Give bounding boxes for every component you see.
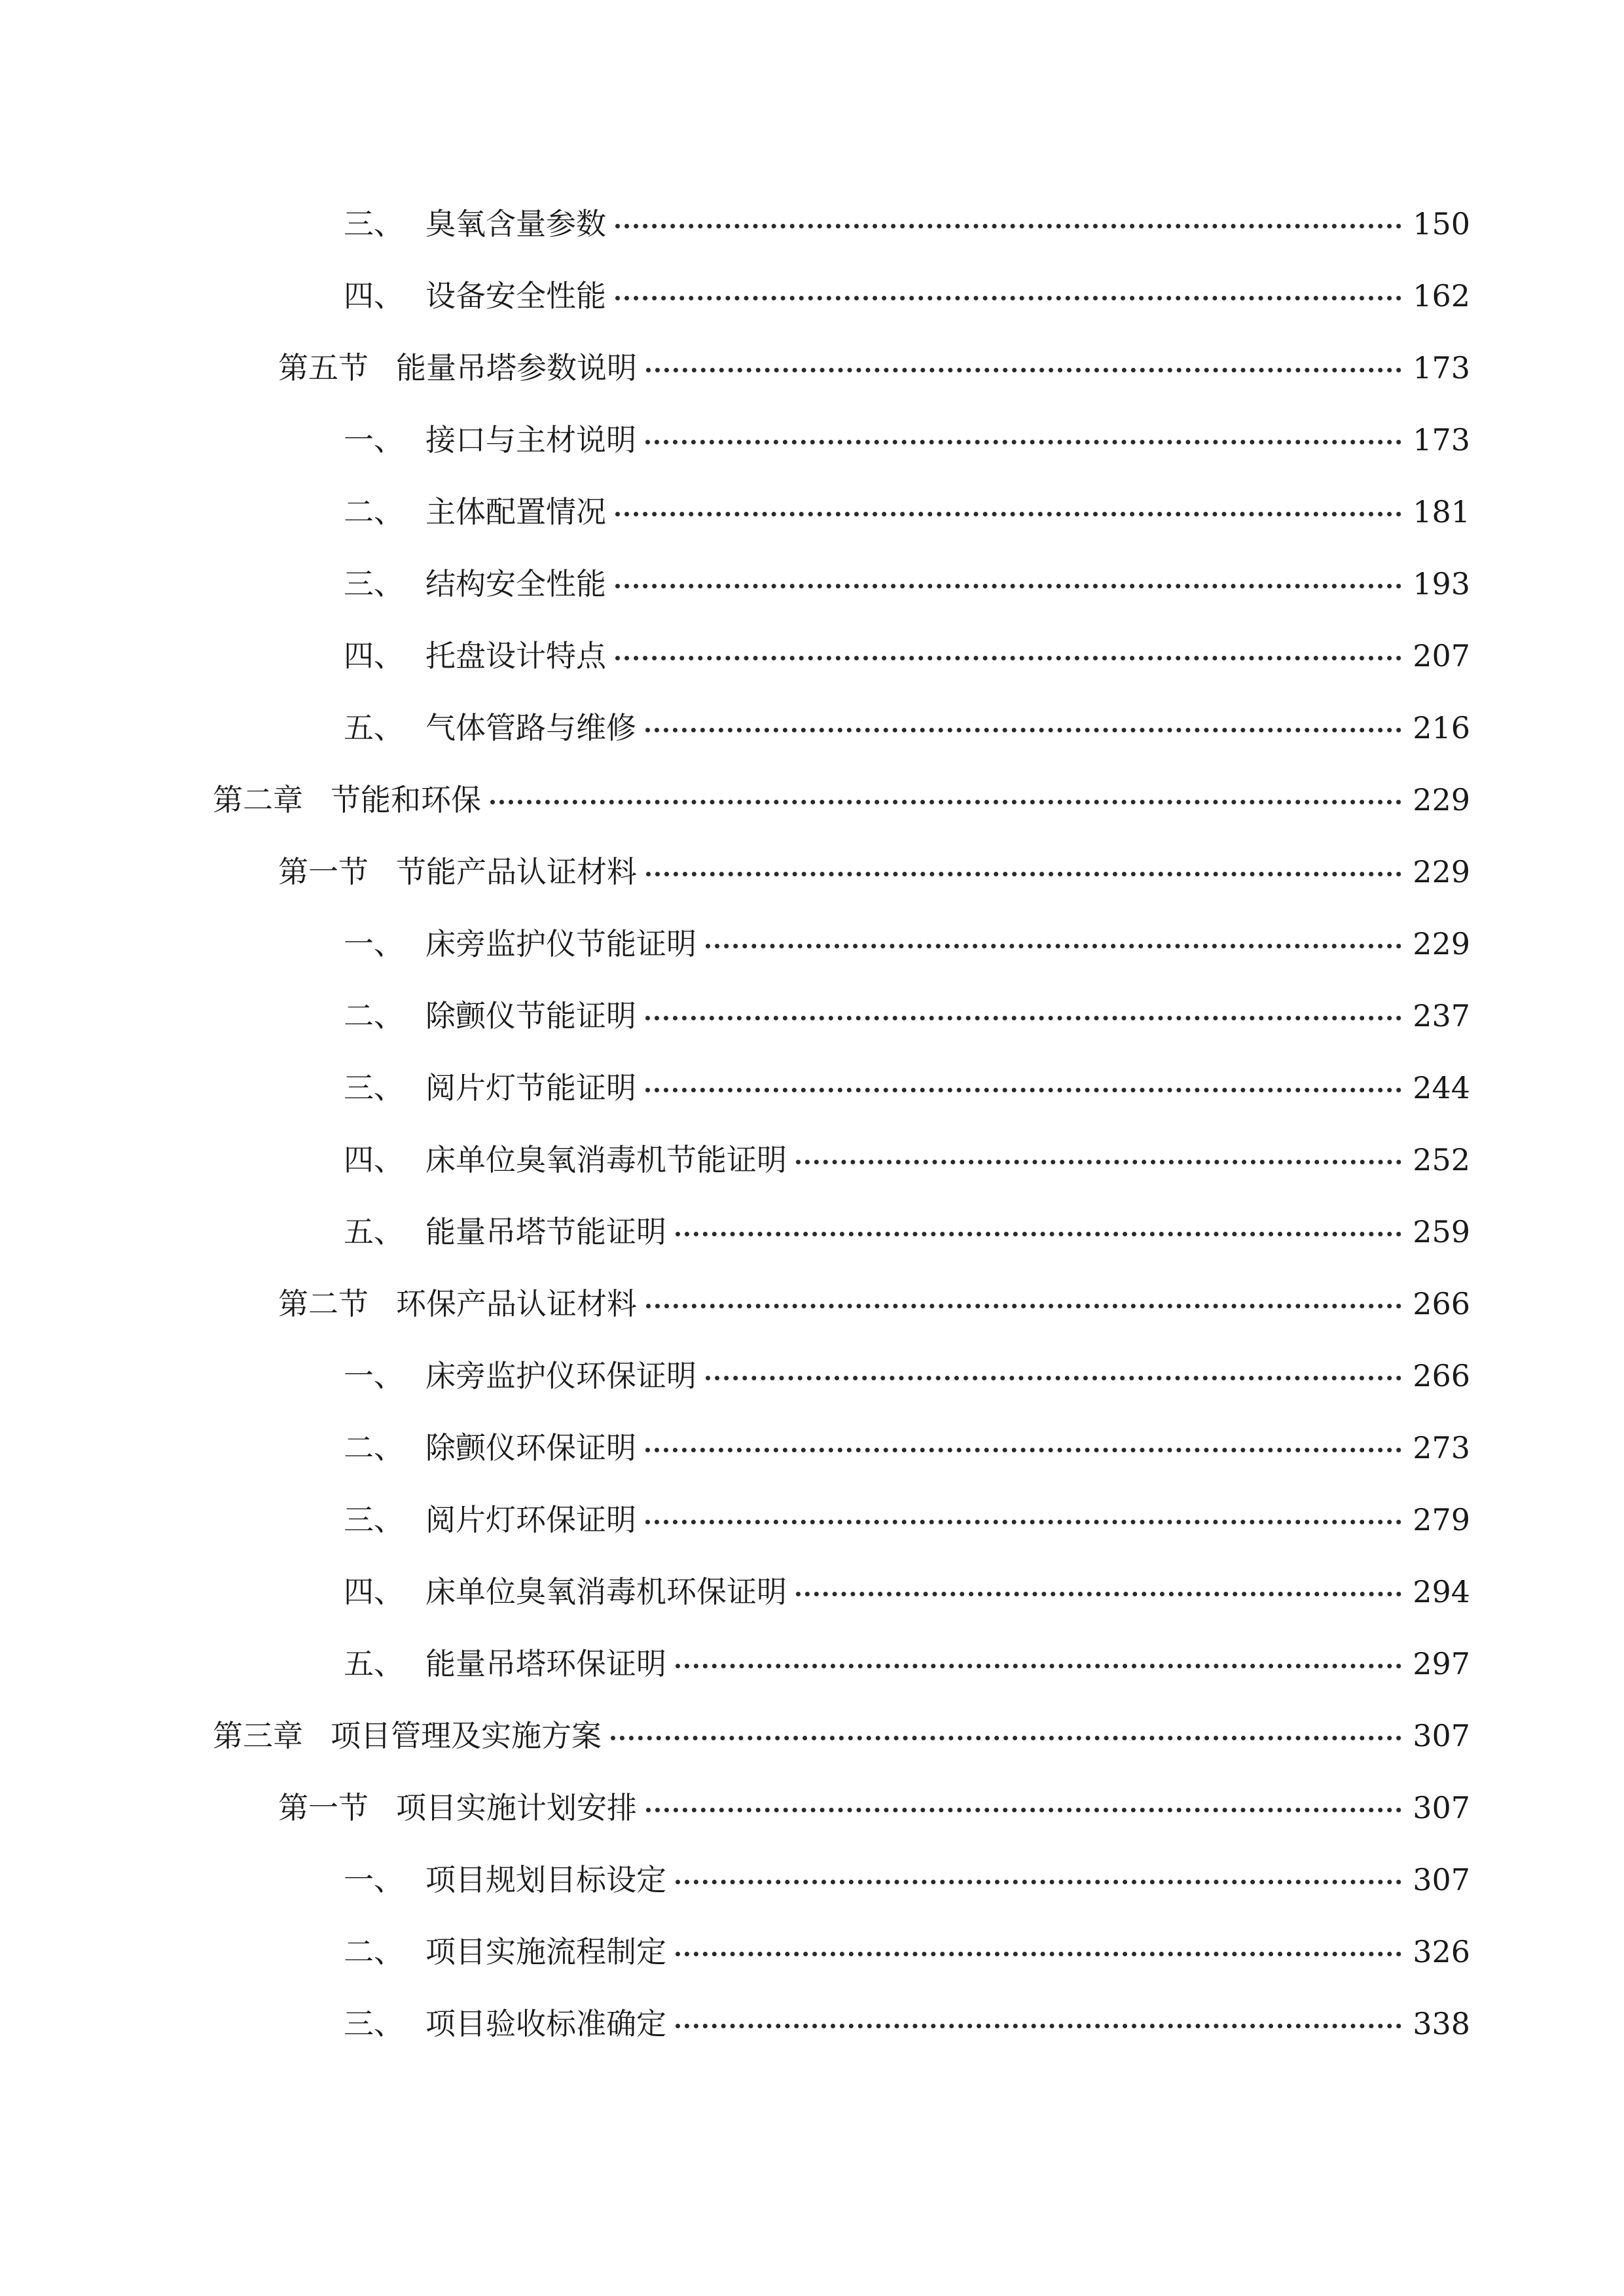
toc-entry-page-number: 273 xyxy=(1413,1430,1470,1465)
toc-entry-number: 四、 xyxy=(344,278,404,314)
toc-entry[interactable] xyxy=(0,1486,1624,1558)
toc-entry-number: 第一节 xyxy=(278,854,369,889)
dot-leader xyxy=(676,1664,1401,1668)
toc-entry-text xyxy=(213,780,481,819)
toc-entry-page-number: 173 xyxy=(1413,422,1470,457)
toc-entry-text xyxy=(344,492,606,531)
dot-leader xyxy=(646,368,1401,372)
toc-entry[interactable] xyxy=(0,1198,1624,1270)
dot-leader xyxy=(796,1160,1401,1164)
toc-entry-title: 结构安全性能 xyxy=(425,566,606,601)
toc-entry-text xyxy=(344,1428,636,1467)
toc-entry-text xyxy=(344,1860,666,1899)
toc-entry-page-number: 229 xyxy=(1413,782,1470,817)
toc-entry[interactable] xyxy=(0,1342,1624,1414)
dot-leader xyxy=(676,1952,1401,1956)
toc-entry-text xyxy=(344,924,696,963)
toc-entry-title: 能量吊塔节能证明 xyxy=(425,1214,666,1249)
dot-leader xyxy=(676,2024,1401,2028)
toc-entry-text xyxy=(344,1356,696,1395)
toc-entry-number: 一、 xyxy=(344,422,404,457)
toc-entry[interactable] xyxy=(0,550,1624,622)
toc-entry-text xyxy=(344,420,636,459)
toc-entry-title: 气体管路与维修 xyxy=(425,710,636,745)
dot-leader xyxy=(706,1376,1401,1380)
toc-entry-title: 环保产品认证材料 xyxy=(396,1286,637,1321)
toc-entry-page-number: 326 xyxy=(1413,1934,1470,1969)
dot-leader xyxy=(645,1088,1401,1092)
toc-entry[interactable] xyxy=(0,1558,1624,1630)
toc-entry-number: 一、 xyxy=(344,1358,404,1393)
toc-entry-page-number: 307 xyxy=(1413,1718,1470,1753)
toc-entry-title: 节能产品认证材料 xyxy=(396,854,637,889)
dot-leader xyxy=(615,512,1401,516)
toc-entry-number: 二、 xyxy=(344,1934,404,1969)
dot-leader xyxy=(645,1016,1401,1020)
toc-entry-text xyxy=(344,276,606,315)
toc-entry-text xyxy=(344,1500,636,1539)
toc-entry-page-number: 173 xyxy=(1413,350,1470,386)
toc-entry-text xyxy=(344,1140,787,1179)
dot-leader xyxy=(676,1880,1401,1884)
toc-entry-number: 二、 xyxy=(344,1430,404,1465)
toc-entry-title: 项目管理及实施方案 xyxy=(331,1718,602,1753)
toc-entry-title: 能量吊塔参数说明 xyxy=(396,350,637,386)
toc-entry-page-number: 266 xyxy=(1413,1358,1470,1393)
toc-entry-page-number: 252 xyxy=(1413,1142,1470,1177)
toc-entry-title: 项目验收标准确定 xyxy=(425,2006,666,2041)
toc-entry-text xyxy=(344,1212,666,1251)
toc-entry-page-number: 338 xyxy=(1413,2006,1470,2041)
toc-entry-text xyxy=(278,1788,637,1827)
toc-entry-number: 四、 xyxy=(344,1142,404,1177)
toc-entry[interactable] xyxy=(0,1846,1624,1918)
toc-entry-page-number: 294 xyxy=(1413,1574,1470,1609)
toc-entry-number: 一、 xyxy=(344,926,404,961)
toc-entry[interactable] xyxy=(0,1054,1624,1126)
toc-entry[interactable] xyxy=(0,1630,1624,1702)
toc-entry-number: 五、 xyxy=(344,1646,404,1681)
toc-entry[interactable] xyxy=(0,190,1624,262)
dot-leader xyxy=(615,656,1401,660)
dot-leader xyxy=(646,1808,1401,1812)
toc-entry[interactable] xyxy=(0,1702,1624,1774)
toc-entry-number: 第二节 xyxy=(278,1286,369,1321)
toc-entry-page-number: 207 xyxy=(1413,638,1470,673)
dot-leader xyxy=(706,944,1401,948)
toc-entry-title: 床旁监护仪环保证明 xyxy=(425,1358,696,1393)
toc-entry-text xyxy=(344,204,606,243)
toc-entry-title: 节能和环保 xyxy=(331,782,481,817)
toc-entry-page-number: 162 xyxy=(1413,278,1470,314)
toc-entry-text xyxy=(278,348,637,387)
dot-leader xyxy=(615,584,1401,588)
toc-entry-number: 二、 xyxy=(344,494,404,529)
dot-leader xyxy=(611,1736,1401,1740)
toc-entry[interactable] xyxy=(0,838,1624,910)
dot-leader xyxy=(645,440,1401,444)
toc-entry-text xyxy=(344,636,606,675)
toc-entry-number: 五、 xyxy=(344,710,404,745)
toc-entry-number: 五、 xyxy=(344,1214,404,1249)
toc-entry[interactable] xyxy=(0,1918,1624,1990)
toc-entry-number: 三、 xyxy=(344,1502,404,1537)
toc-entry-page-number: 229 xyxy=(1413,926,1470,961)
toc-entry-number: 四、 xyxy=(344,1574,404,1609)
toc-entry[interactable] xyxy=(0,1990,1624,2062)
toc-entry-number: 二、 xyxy=(344,998,404,1033)
toc-entry-title: 除颤仪节能证明 xyxy=(425,998,636,1033)
toc-entry-page-number: 307 xyxy=(1413,1862,1470,1897)
toc-entry-page-number: 150 xyxy=(1413,206,1470,242)
dot-leader xyxy=(646,872,1401,876)
toc-entry[interactable] xyxy=(0,1270,1624,1342)
toc-entry[interactable] xyxy=(0,406,1624,478)
toc-entry-text xyxy=(344,564,606,603)
toc-entry-title: 床旁监护仪节能证明 xyxy=(425,926,696,961)
dot-leader xyxy=(490,800,1401,804)
toc-entry[interactable] xyxy=(0,478,1624,550)
toc-entry[interactable] xyxy=(0,1126,1624,1198)
toc-entry-title: 项目实施计划安排 xyxy=(396,1790,637,1825)
toc-entry-number: 第三章 xyxy=(213,1718,303,1753)
toc-entry-number: 一、 xyxy=(344,1862,404,1897)
toc-entry[interactable] xyxy=(0,1414,1624,1486)
dot-leader xyxy=(645,1520,1401,1524)
toc-entry-title: 能量吊塔环保证明 xyxy=(425,1646,666,1681)
dot-leader xyxy=(645,728,1401,732)
dot-leader xyxy=(615,224,1401,228)
toc-entry-page-number: 297 xyxy=(1413,1646,1470,1681)
toc-entry-number: 第一节 xyxy=(278,1790,369,1825)
table-of-contents xyxy=(0,190,1624,2062)
toc-entry-page-number: 193 xyxy=(1413,566,1470,601)
toc-entry-page-number: 259 xyxy=(1413,1214,1470,1249)
toc-entry-text xyxy=(344,2004,666,2043)
toc-entry-page-number: 181 xyxy=(1413,494,1470,529)
toc-entry-number: 三、 xyxy=(344,566,404,601)
dot-leader xyxy=(646,1304,1401,1308)
toc-entry-title: 主体配置情况 xyxy=(425,494,606,529)
toc-entry-title: 床单位臭氧消毒机环保证明 xyxy=(425,1574,787,1609)
toc-entry-page-number: 237 xyxy=(1413,998,1470,1033)
toc-entry-number: 三、 xyxy=(344,1070,404,1105)
dot-leader xyxy=(676,1232,1401,1236)
toc-entry[interactable] xyxy=(0,622,1624,694)
dot-leader xyxy=(615,296,1401,300)
toc-entry-title: 托盘设计特点 xyxy=(425,638,606,673)
toc-entry-text xyxy=(278,852,637,891)
toc-entry-page-number: 307 xyxy=(1413,1790,1470,1825)
toc-entry-text xyxy=(344,1644,666,1683)
toc-entry[interactable] xyxy=(0,334,1624,406)
toc-entry[interactable] xyxy=(0,910,1624,982)
toc-entry-title: 床单位臭氧消毒机节能证明 xyxy=(425,1142,787,1177)
toc-entry-title: 阅片灯节能证明 xyxy=(425,1070,636,1105)
toc-entry-text xyxy=(344,708,636,747)
toc-entry-title: 臭氧含量参数 xyxy=(425,206,606,242)
toc-entry-text xyxy=(278,1284,637,1323)
dot-leader xyxy=(796,1592,1401,1596)
toc-entry-number: 第五节 xyxy=(278,350,369,386)
toc-entry[interactable] xyxy=(0,694,1624,766)
toc-entry-title: 项目规划目标设定 xyxy=(425,1862,666,1897)
toc-entry-title: 除颤仪环保证明 xyxy=(425,1430,636,1465)
toc-entry-text xyxy=(344,1932,666,1971)
toc-entry-page-number: 216 xyxy=(1413,710,1470,745)
toc-entry[interactable] xyxy=(0,1774,1624,1846)
toc-entry-text xyxy=(344,1572,787,1611)
toc-entry-title: 项目实施流程制定 xyxy=(425,1934,666,1969)
toc-entry[interactable] xyxy=(0,766,1624,838)
toc-entry-page-number: 244 xyxy=(1413,1070,1470,1105)
toc-entry[interactable] xyxy=(0,982,1624,1054)
toc-entry-page-number: 279 xyxy=(1413,1502,1470,1537)
toc-entry[interactable] xyxy=(0,262,1624,334)
toc-entry-title: 阅片灯环保证明 xyxy=(425,1502,636,1537)
toc-entry-title: 设备安全性能 xyxy=(425,278,606,314)
dot-leader xyxy=(645,1448,1401,1452)
toc-entry-page-number: 266 xyxy=(1413,1286,1470,1321)
toc-entry-number: 三、 xyxy=(344,206,404,242)
toc-entry-text xyxy=(344,996,636,1035)
toc-entry-text xyxy=(213,1716,602,1755)
toc-entry-number: 四、 xyxy=(344,638,404,673)
toc-entry-text xyxy=(344,1068,636,1107)
toc-entry-number: 第二章 xyxy=(213,782,303,817)
toc-entry-title: 接口与主材说明 xyxy=(425,422,636,457)
toc-entry-page-number: 229 xyxy=(1413,854,1470,889)
toc-entry-number: 三、 xyxy=(344,2006,404,2041)
